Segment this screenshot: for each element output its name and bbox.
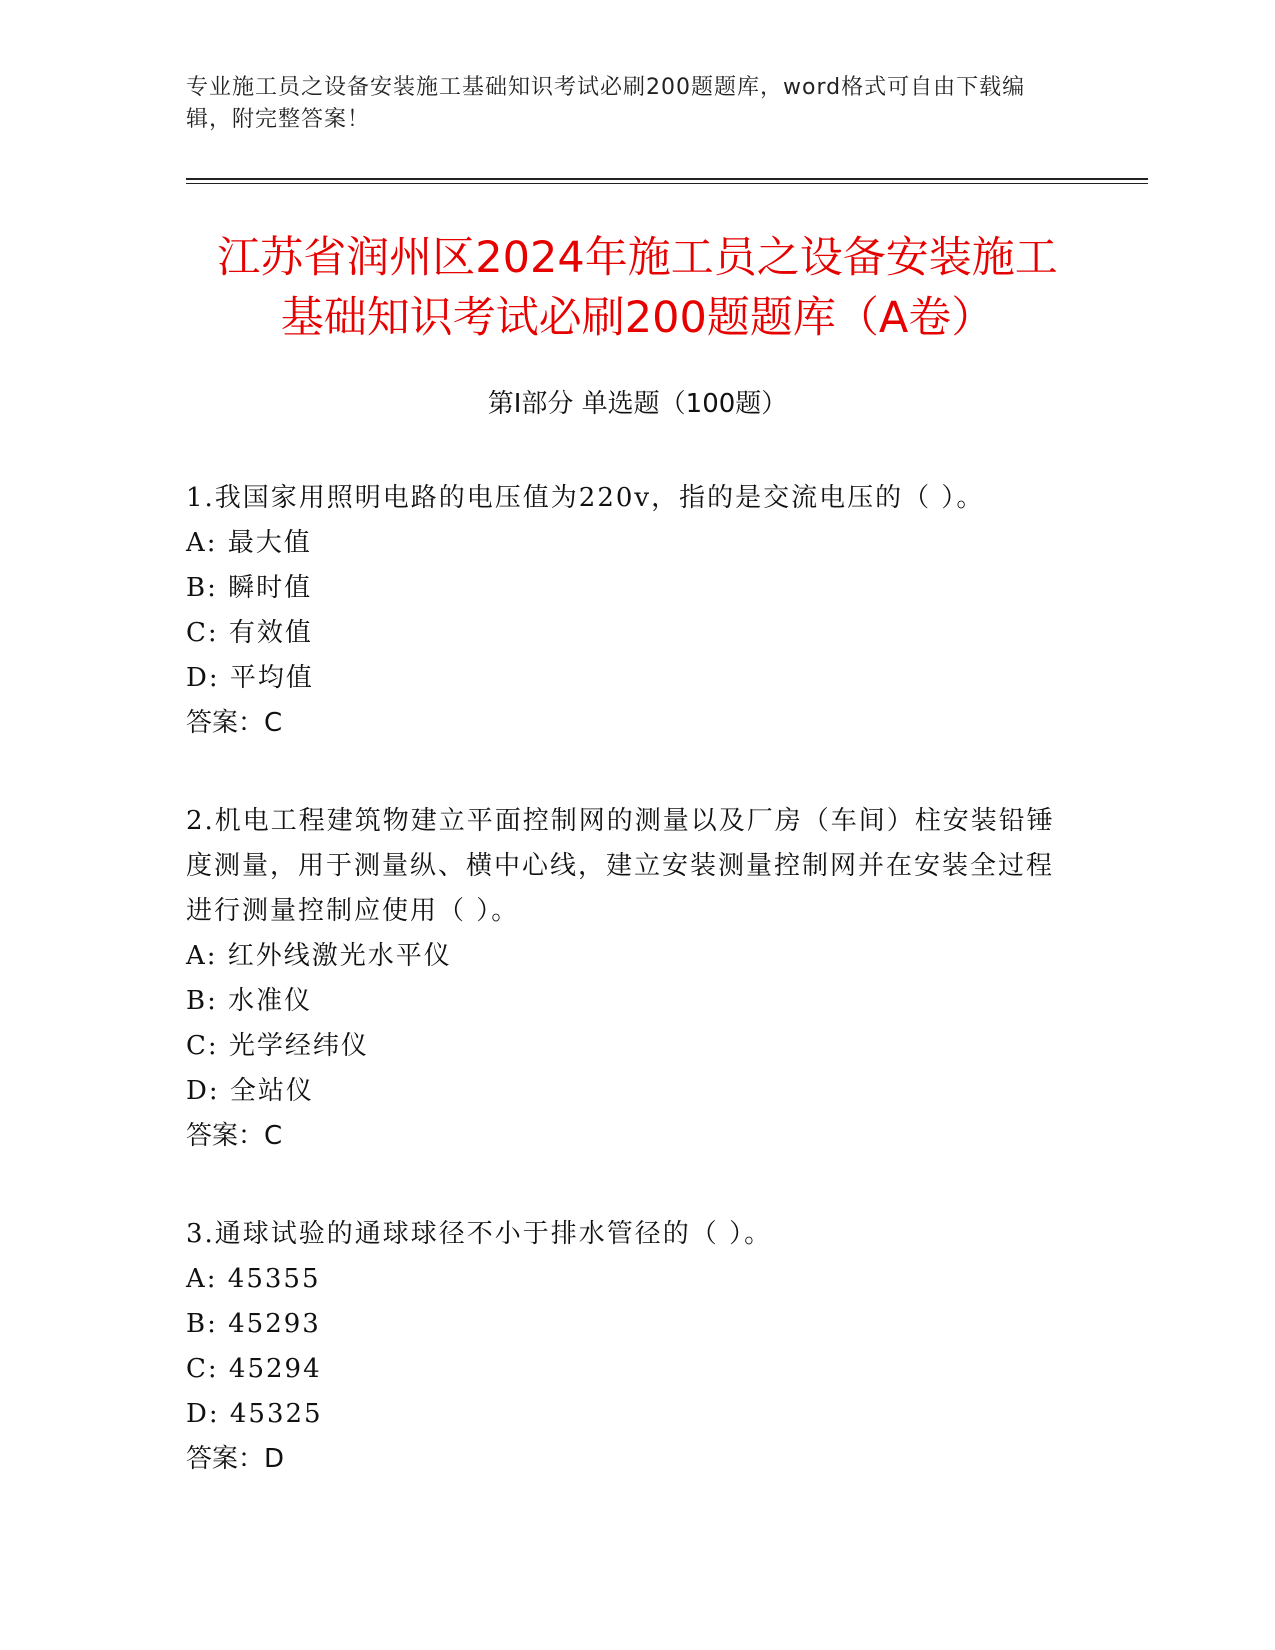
question-stem: 1.我国家用照明电路的电压值为220v，指的是交流电压的（ ）。 [186,483,985,513]
option-d: D: 全站仪 [186,1076,314,1106]
question-list [186,476,1066,1535]
answer-text: 答案：D [186,1444,285,1474]
option-d: D: 平均值 [186,663,314,693]
section-title: 第Ⅰ部分 单选题（100题） [487,389,788,419]
answer-text: 答案：C [186,1121,283,1151]
option-c: C: 有效值 [186,618,313,648]
document-title-line-1: 江苏省润州区2024年施工员之设备安装施工 [217,233,1058,283]
question-1 [186,476,1066,746]
option-c: C: 光学经纬仪 [186,1031,369,1061]
header-note: 专业施工员之设备安装施工基础知识考试必刷200题题库，word格式可自由下载编辑，附完整答案！ [186,75,1026,132]
option-b: B: 45293 [186,1309,321,1339]
answer-text: 答案：C [186,708,283,738]
question-3 [186,1212,1066,1482]
option-d: D: 45325 [186,1399,323,1429]
question-stem: 2.机电工程建筑物建立平面控制网的测量以及厂房（车间）柱安装铅锤度测量，用于测量纵、横中心线，建立安装测量控制网并在安装全过程进行测量控制应使用（ ）。 [186,806,1055,926]
option-b: B: 瞬时值 [186,573,313,603]
question-stem: 3.通球试验的通球球径不小于排水管径的（ ）。 [186,1219,773,1249]
option-a: A: 最大值 [186,528,312,558]
option-a: A: 红外线激光水平仪 [186,941,452,971]
option-a: A: 45355 [186,1264,321,1294]
header-divider-thin [186,183,1148,184]
document-title [150,228,1125,348]
header-divider-thick [186,178,1148,180]
question-2 [186,799,1066,1159]
option-c: C: 45294 [186,1354,322,1384]
document-title-line-2: 基础知识考试必刷200题题库（A卷） [280,293,995,343]
option-b: B: 水准仪 [186,986,313,1016]
